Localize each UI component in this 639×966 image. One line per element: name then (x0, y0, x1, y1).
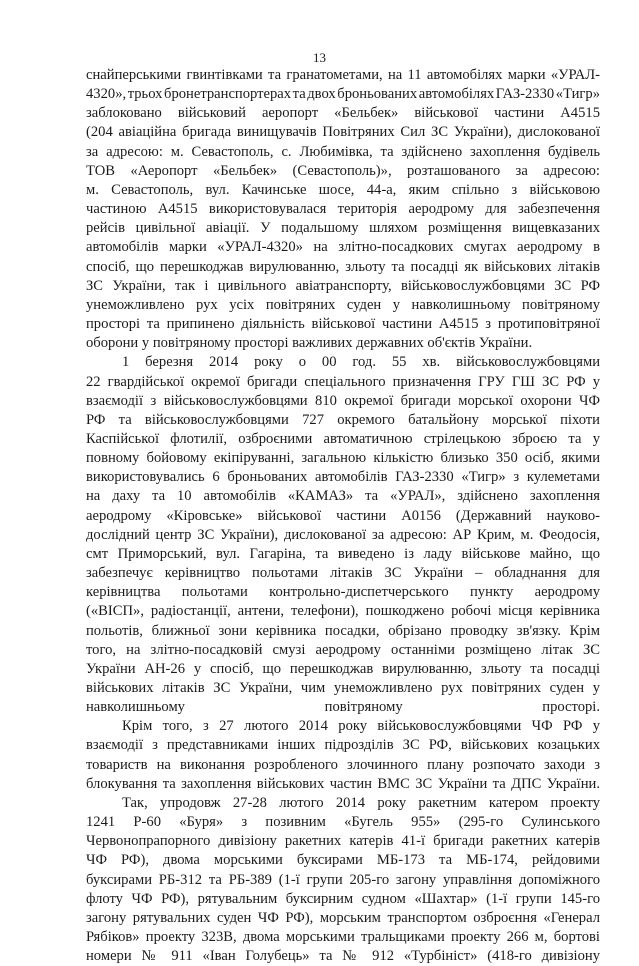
text-line: навколишньому повітряному просторі. (86, 699, 600, 716)
text-line: спосіб, що перешкоджав вирулюванню, зльоту та посадці як військових літаків (86, 258, 600, 275)
text-line: заблоковано військовий аеропорт «Бельбек» військової частини А4515 (86, 105, 600, 122)
text-line: ЗС України, так і цивільного авіатранспорту, військовослужбовцями ЗС РФ (86, 277, 600, 294)
text-line: 1241 Р-60 «Буря» з позивним «Бугель 955» (295-го Сулинського (86, 814, 600, 831)
text-line: ТОВ «Аеропорт «Бельбек» (Севастополь)», розташованого за адресою: (86, 162, 600, 179)
text-line: 4320», трьох бронетранспортерах та двох броньованих автомобілях ГАЗ-2330 «Тигр» (86, 86, 600, 103)
text-line: буксирами РБ-312 та РБ-389 (1-ї групи 205-го загону управління допоміжного (86, 871, 600, 888)
text-line: Так, упродовж 27-28 лютого 2014 року ракетним катером проекту (122, 794, 600, 811)
text-line: просторі та припинено діяльність військової частини А4515 з протиповітряної (86, 316, 600, 333)
text-line: смт Приморський, вул. Гагаріна, та виведено із ладу військове майно, що (86, 545, 600, 562)
text-line: забезпечує керівництво польотами літаків ЗС України – обладнання для (86, 565, 600, 582)
text-line: ЧФ РФ), двома морськими буксирами МБ-173 та МБ-174, рейдовими (86, 852, 600, 869)
text-line: загону рятувальних суден ЧФ РФ), морським транспортом озброєння «Генерал (86, 909, 600, 926)
text-line: частиною А4515 використовувалася територія аеродрому для забезпечення (86, 201, 600, 218)
text-line: РФ та військовослужбовцями 727 окремого батальйону морської піхоти (86, 411, 600, 428)
paragraph-naval-vessels (86, 794, 600, 966)
text-line: автомобілів марки «УРАЛ-4320» на злітно-посадкових смугах аеродрому в (86, 239, 600, 256)
page-number: 13 (313, 50, 326, 65)
text-line: товариств на виконання розробленого злочинного плану розпочато заходи з (86, 756, 600, 773)
text-line: використовувались 6 броньованих автомобілів ГАЗ-2330 «Тигр» з кулеметами (86, 469, 600, 486)
paragraph-kirovske-airfield (86, 353, 600, 717)
text-line: Крім того, з 27 лютого 2014 року військовослужбовцями ЧФ РФ у (122, 718, 600, 735)
text-line: того, на злітно-посадковій смузі аеродрому останніми розміщено літак ЗС (86, 641, 600, 658)
text-line: рейсів цивільної авіації. У подальшому шляхом розміщення вищевказаних (86, 220, 600, 237)
text-line: Каспійської флотилії, озброєними автоматичною стрілецькою зброєю та у (86, 430, 600, 447)
text-line: за адресою: м. Севастополь, с. Любимівка, та здійснено захоплення будівель (86, 143, 600, 160)
text-line: дослідний центр ЗС України), дислокованої за адресою: АР Крим, м. Феодосія, (86, 526, 600, 543)
text-line: аеродрому «Кіровське» військової частини А0156 (Державний науково- (86, 507, 600, 524)
text-line: керівництва польотами контрольно-диспетчерського пункту аеродрому (86, 584, 600, 601)
paragraph-blockade-plan (86, 717, 600, 794)
text-line: м. Севастополь, вул. Качинське шосе, 44-а, яким спільно з військовою (86, 181, 600, 198)
text-line: 22 гвардійської окремої бригади спеціального призначення ГРУ ГШ ЗС РФ у (86, 373, 600, 390)
text-line: («ВІСП», радіостанції, антени, телефони), пошкоджено робочі місця керівника (86, 603, 600, 620)
text-line: Рябіков» проекту 323В, двома морськими тральщиками проекту 266 м, бортові (86, 929, 600, 946)
text-line: номери № 911 «Іван Голубець» та № 912 «Турбініст» (418-го дивізіону (86, 948, 600, 965)
text-line: унеможливлено рух усіх повітряних суден у навколишньому повітряному (86, 296, 600, 313)
text-line: України АН-26 у спосіб, що перешкоджав вирулюванню, зльоту та посадці (86, 660, 600, 677)
text-line: взаємодії з військовослужбовцями 810 окремої бригади морської охорони ЧФ (86, 392, 600, 409)
text-line-last: оборони у повітряному просторі важливих державних об'єктів України. (86, 335, 533, 352)
text-line: 1 березня 2014 року о 00 год. 55 хв. військовослужбовцями (122, 354, 600, 371)
text-line: блокування та захоплення військових частин ВМС ЗС України та ДПС України. (86, 775, 600, 792)
text-line: військових літаків ЗС України, чим унеможливлено рух повітряних суден у (86, 680, 600, 696)
text-line: Червонопрапорного дивізіону ракетних катерів 41-ї бригади ракетних катерів (86, 833, 600, 850)
text-line: (204 авіаційна бригада винищувачів Повітряних Сил ЗС України), дислокованої (86, 124, 600, 141)
document-body (86, 66, 600, 966)
text-line: польотів, ближньої зони керівника посадки, обрізано проводку зв'язку. Крім (86, 622, 600, 639)
text-line: на даху та 10 автомобілів «КАМАЗ» та «УРАЛ», здійснено захоплення (86, 488, 600, 505)
paragraph-continuation (86, 66, 600, 353)
text-line: повному бойовому екіпіруванні, загальною кількістю близько 350 осіб, якими (86, 450, 600, 467)
text-line: взаємодії з представниками інших підрозділів ЗС РФ, військових козацьких (86, 737, 600, 754)
text-line: флоту ЧФ РФ), рятувальним буксирним судном «Шахтар» (1-ї групи 145-го (86, 890, 600, 907)
text-line: снайперськими гвинтівками та гранатометами, на 11 автомобілях марки «УРАЛ- (86, 67, 600, 83)
